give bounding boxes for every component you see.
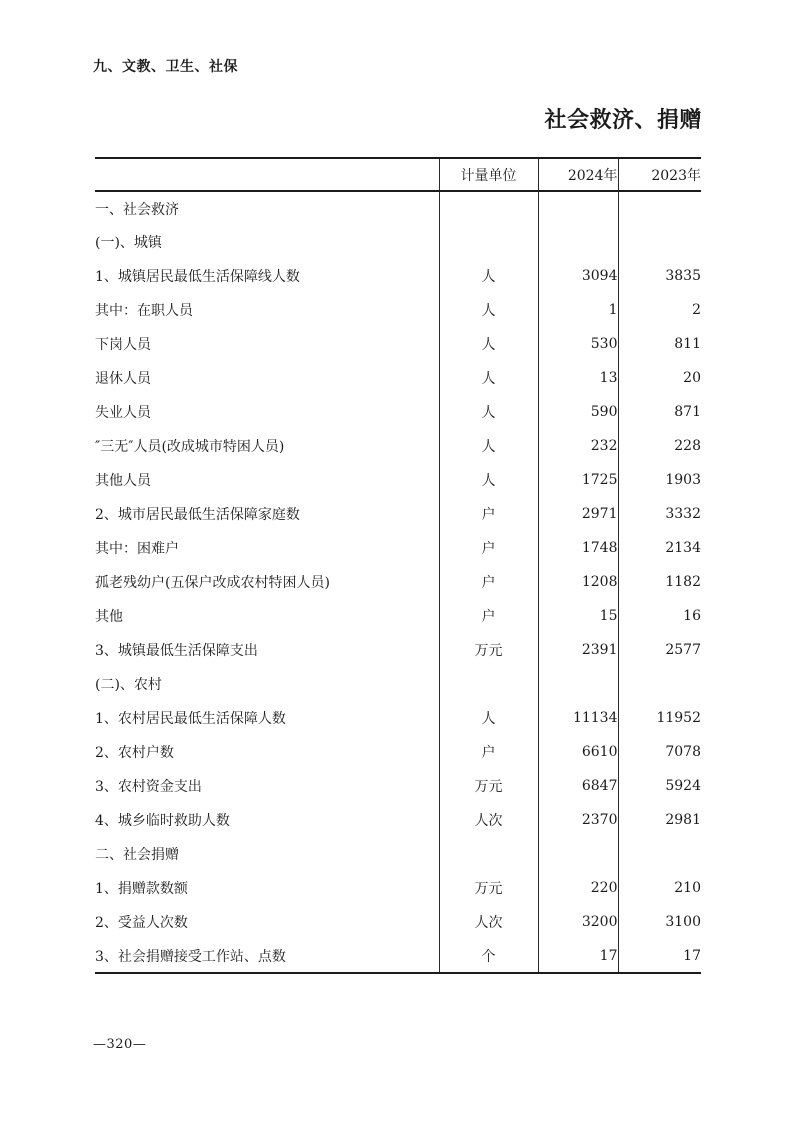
table-row — [95, 531, 701, 565]
table-row — [95, 769, 701, 803]
table-header-row — [95, 158, 701, 191]
value-2024-cell: 1725 — [538, 463, 618, 497]
row-label-cell: 失业人员 — [95, 405, 151, 421]
value-2024-cell — [538, 191, 618, 225]
table-row — [95, 259, 701, 293]
value-2024-cell — [538, 667, 618, 701]
value-2024-cell: 2971 — [538, 497, 618, 531]
table-row — [95, 735, 701, 769]
value-2024-cell: 1208 — [538, 565, 618, 599]
statistics-table — [95, 157, 701, 974]
value-2023-cell: 2577 — [618, 633, 701, 667]
row-label-cell: 3、社会捐赠接受工作站、点数 — [95, 948, 286, 965]
row-label-cell: 4、城乡临时救助人数 — [95, 813, 230, 829]
row-label-cell: 2、农村户数 — [95, 745, 174, 761]
table-row — [95, 803, 701, 837]
row-label-cell: (一)、城镇 — [95, 235, 162, 251]
table-body — [95, 191, 701, 973]
table-row — [95, 871, 701, 905]
value-2024-cell: 1 — [538, 293, 618, 327]
value-2023-cell: 3835 — [618, 259, 701, 293]
unit-cell: 人 — [439, 361, 538, 395]
unit-cell: 万元 — [439, 769, 538, 803]
header-2023-cell: 2023年 — [618, 158, 701, 191]
value-2024-cell: 1748 — [538, 531, 618, 565]
value-2024-cell: 13 — [538, 361, 618, 395]
value-2024-cell: 17 — [538, 939, 618, 973]
table-row — [95, 565, 701, 599]
value-2023-cell: 2 — [618, 293, 701, 327]
row-label-cell: 其中：在职人员 — [95, 303, 193, 319]
value-2023-cell — [618, 225, 701, 259]
page-title: 社会救济、捐赠 — [544, 107, 702, 133]
unit-cell: 户 — [439, 531, 538, 565]
value-2023-cell: 3100 — [618, 905, 701, 939]
table-row — [95, 293, 701, 327]
unit-cell: 户 — [439, 735, 538, 769]
unit-cell — [439, 225, 538, 259]
table-row — [95, 497, 701, 531]
value-2024-cell: 220 — [538, 871, 618, 905]
value-2023-cell: 20 — [618, 361, 701, 395]
value-2023-cell — [618, 837, 701, 871]
value-2023-cell: 5924 — [618, 769, 701, 803]
value-2024-cell — [538, 837, 618, 871]
section-header: 九、文教、卫生、社保 — [93, 59, 238, 75]
page-number: —320— — [93, 1037, 147, 1052]
value-2024-cell: 232 — [538, 429, 618, 463]
row-label-cell: 2、受益人次数 — [95, 915, 188, 931]
value-2023-cell: 17 — [618, 939, 701, 973]
row-label-cell: ″三无″人员(改成城市特困人员) — [95, 439, 285, 455]
value-2023-cell: 811 — [618, 327, 701, 361]
header-unit-cell: 计量单位 — [439, 158, 538, 191]
table-row — [95, 837, 701, 871]
unit-cell: 户 — [439, 497, 538, 531]
unit-cell: 人 — [439, 701, 538, 735]
row-label-cell: 1、城镇居民最低生活保障线人数 — [95, 269, 300, 285]
unit-cell — [439, 837, 538, 871]
row-label-cell: 1、捐赠款数额 — [95, 881, 188, 897]
value-2024-cell: 6610 — [538, 735, 618, 769]
value-2024-cell: 2391 — [538, 633, 618, 667]
unit-cell: 人次 — [439, 905, 538, 939]
table-row — [95, 905, 701, 939]
table-header — [95, 158, 701, 191]
unit-cell: 人 — [439, 259, 538, 293]
row-label-cell: 退休人员 — [95, 371, 151, 387]
value-2023-cell: 11952 — [618, 701, 701, 735]
value-2024-cell: 2370 — [538, 803, 618, 837]
row-label-cell: 下岗人员 — [95, 337, 151, 353]
value-2023-cell: 16 — [618, 599, 701, 633]
row-label-cell: 一、社会救济 — [95, 201, 179, 218]
value-2024-cell: 3094 — [538, 259, 618, 293]
table-row — [95, 395, 701, 429]
value-2023-cell: 228 — [618, 429, 701, 463]
unit-cell: 万元 — [439, 633, 538, 667]
value-2024-cell: 3200 — [538, 905, 618, 939]
unit-cell: 人 — [439, 429, 538, 463]
row-label-cell: 其他 — [95, 609, 123, 625]
unit-cell: 人 — [439, 395, 538, 429]
value-2023-cell: 1182 — [618, 565, 701, 599]
unit-cell: 户 — [439, 565, 538, 599]
unit-cell: 人 — [439, 463, 538, 497]
row-label-cell: 1、农村居民最低生活保障人数 — [95, 711, 286, 727]
table-row — [95, 191, 701, 225]
unit-cell: 人次 — [439, 803, 538, 837]
value-2024-cell: 6847 — [538, 769, 618, 803]
table-row — [95, 701, 701, 735]
table-row — [95, 225, 701, 259]
value-2024-cell: 530 — [538, 327, 618, 361]
value-2023-cell — [618, 667, 701, 701]
unit-cell: 人 — [439, 293, 538, 327]
row-label-cell: 二、社会捐赠 — [95, 847, 179, 863]
value-2023-cell: 210 — [618, 871, 701, 905]
unit-cell: 万元 — [439, 871, 538, 905]
table-row — [95, 463, 701, 497]
value-2024-cell: 11134 — [538, 701, 618, 735]
table-row — [95, 429, 701, 463]
value-2024-cell: 590 — [538, 395, 618, 429]
value-2023-cell: 3332 — [618, 497, 701, 531]
row-label-cell: 3、城镇最低生活保障支出 — [95, 643, 258, 659]
table-row — [95, 327, 701, 361]
unit-cell — [439, 667, 538, 701]
value-2023-cell: 2981 — [618, 803, 701, 837]
row-label-cell: 其他人员 — [95, 473, 151, 489]
header-label-cell — [95, 158, 439, 191]
unit-cell: 人 — [439, 327, 538, 361]
row-label-cell: 2、城市居民最低生活保障家庭数 — [95, 507, 300, 523]
row-label-cell: 3、农村资金支出 — [95, 779, 202, 795]
value-2023-cell: 7078 — [618, 735, 701, 769]
value-2023-cell — [618, 191, 701, 225]
value-2023-cell: 871 — [618, 395, 701, 429]
table-row — [95, 599, 701, 633]
unit-cell — [439, 191, 538, 225]
table-row — [95, 939, 701, 973]
unit-cell: 户 — [439, 599, 538, 633]
row-label-cell: 孤老残幼户(五保户改成农村特困人员) — [95, 575, 330, 591]
value-2024-cell: 15 — [538, 599, 618, 633]
header-2024-cell: 2024年 — [538, 158, 618, 191]
row-label-cell: (二)、农村 — [95, 677, 162, 693]
table-row — [95, 667, 701, 701]
table-row — [95, 361, 701, 395]
value-2023-cell: 1903 — [618, 463, 701, 497]
value-2024-cell — [538, 225, 618, 259]
row-label-cell: 其中：困难户 — [95, 541, 179, 557]
value-2023-cell: 2134 — [618, 531, 701, 565]
unit-cell: 个 — [439, 939, 538, 973]
table-row — [95, 633, 701, 667]
